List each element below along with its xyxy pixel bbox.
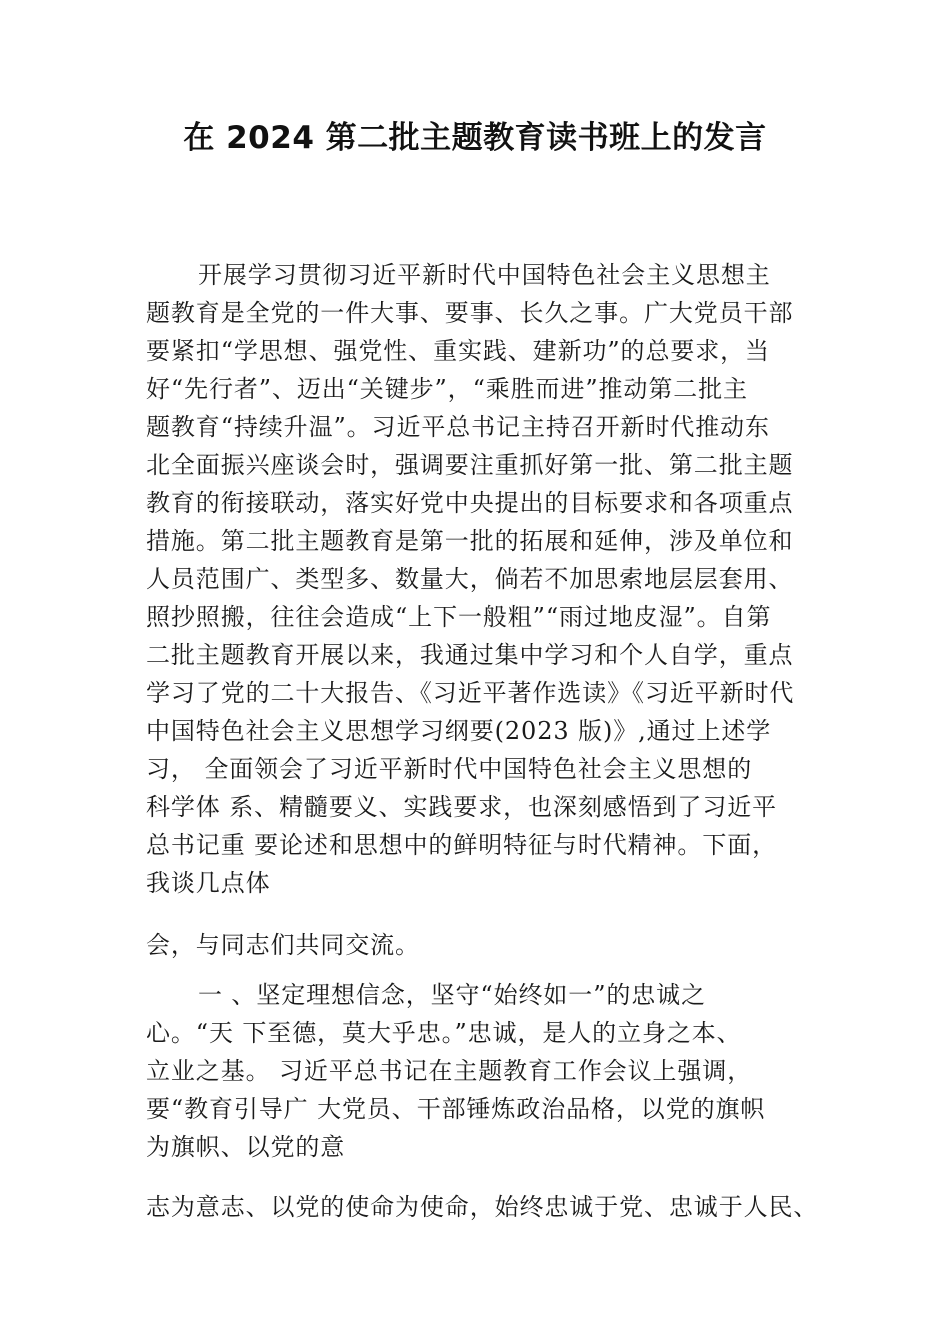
body-line: 会，与同志们共同交流。: [146, 931, 420, 959]
body-line: 开展学习贯彻习近平新时代中国特色社会主义思想主: [198, 261, 771, 289]
body-line: 习， 全面领会了习近平新时代中国特色社会主义思想的: [146, 755, 753, 783]
body-line: 科学体 系、精髓要义、实践要求，也深刻感悟到了习近平: [146, 793, 778, 821]
body-line: 志为意志、以党的使命为使命，始终忠诚于党、忠诚于人民、: [146, 1193, 819, 1221]
body-line: 措施。第二批主题教育是第一批的拓展和延伸，涉及单位和: [146, 527, 794, 555]
body-line: 人员范围广、类型多、数量大，倘若不加思索地层层套用、: [146, 565, 794, 593]
body-line: 要“教育引导广 大党员、干部锤炼政治品格，以党的旗帜: [146, 1095, 766, 1123]
document-title: 在 2024 第二批主题教育读书班上的发言: [183, 120, 767, 156]
body-line: 心。“天 下至德，莫大乎忠。”忠诚，是人的立身之本、: [146, 1019, 742, 1047]
body-line: 好“先行者”、迈出“关键步”，“乘胜而进”推动第二批主: [146, 375, 748, 403]
body-line: 中国特色社会主义思想学习纲要(2023 版)》,通过上述学: [146, 717, 772, 745]
body-line: 为旗帜、以党的意: [146, 1133, 346, 1161]
body-line: 题教育“持续升温”。习近平总书记主持召开新时代推动东: [146, 413, 770, 441]
body-line: 我谈几点体: [146, 869, 271, 897]
body-line: 总书记重 要论述和思想中的鲜明特征与时代精神。下面，: [146, 831, 778, 859]
body-line: 要紧扣“学思想、强党性、重实践、建新功”的总要求，当: [146, 337, 770, 365]
body-line: 立业之基。 习近平总书记在主题教育工作会议上强调，: [146, 1057, 753, 1085]
body-line: 学习了党的二十大报告、《习近平著作选读》《习近平新时代: [146, 679, 795, 707]
body-line: 北全面振兴座谈会时，强调要注重抓好第一批、第二批主题: [146, 451, 794, 479]
body-line: 二批主题教育开展以来，我通过集中学习和个人自学，重点: [146, 641, 794, 669]
section-heading-line: 一 、坚定理想信念，坚守“始终如一”的忠诚之: [198, 981, 706, 1009]
body-line: 照抄照搬，往往会造成“上下一般粗”“雨过地皮湿”。自第: [146, 603, 772, 631]
body-line: 教育的衔接联动，落实好党中央提出的目标要求和各项重点: [146, 489, 794, 517]
body-line: 题教育是全党的一件大事、要事、长久之事。广大党员干部: [146, 299, 794, 327]
